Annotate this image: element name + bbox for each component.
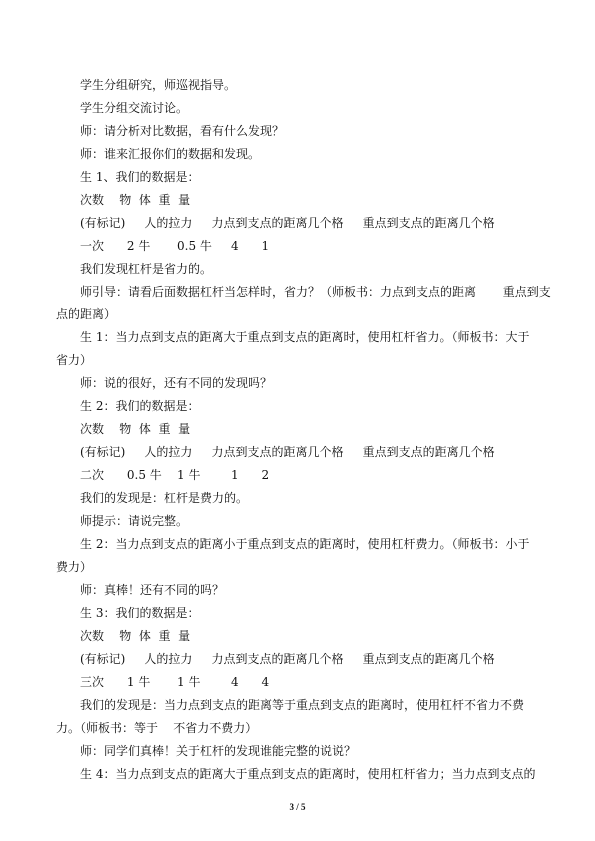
text-line: 生 4：当力点到支点的距离大于重点到支点的距离时，使用杠杆省力；当力点到支点的	[80, 767, 536, 781]
text-line: 我们的发现是：当力点到支点的距离等于重点到支点的距离时，使用杠杆不省力不费	[80, 698, 525, 712]
text-line: 生 3：我们的数据是：	[80, 606, 200, 620]
text-line: 学生分组研究，师巡视指导。	[80, 78, 237, 92]
text-line: 师：谁来汇报你们的数据和发现。	[80, 147, 261, 161]
table-header-line: (有标记) 人的拉力 力点到支点的距离几个格 重点到支点的距离几个格	[80, 216, 495, 230]
text-line: 我们发现杠杆是省力的。	[80, 262, 213, 276]
text-line: 生 2：我们的数据是：	[80, 399, 200, 413]
table-row: 一次 2 牛 0.5 牛 4 1	[80, 239, 270, 253]
table-header-line: 次数 物 体 重 量	[80, 422, 191, 436]
text-line: 师：说的很好，还有不同的发现吗？	[80, 376, 273, 390]
page-number: 3 / 5	[289, 802, 306, 812]
text-line: 师：真棒！还有不同的吗？	[80, 583, 225, 597]
table-header-line: 次数 物 体 重 量	[80, 193, 191, 207]
text-line: 师：同学们真棒！关于杠杆的发现谁能完整的说说？	[80, 744, 357, 758]
text-line: 省力）	[56, 353, 93, 367]
text-line: 点的距离）	[56, 307, 117, 321]
table-header-line: (有标记) 人的拉力 力点到支点的距离几个格 重点到支点的距离几个格	[80, 445, 495, 459]
text-line: 师引导：请看后面数据杠杆当怎样时，省力？（师板书：力点到支点的距离 重点到支	[80, 285, 551, 299]
text-line: 生 1：当力点到支点的距离大于重点到支点的距离时，使用杠杆省力。（师板书：大于	[80, 330, 530, 344]
text-line: 生 1、我们的数据是：	[80, 170, 200, 184]
table-row: 三次 1 牛 1 牛 4 4	[80, 675, 270, 689]
table-header-line: (有标记) 人的拉力 力点到支点的距离几个格 重点到支点的距离几个格	[80, 652, 495, 666]
text-line: 学生分组交流讨论。	[80, 101, 189, 115]
table-header-line: 次数 物 体 重 量	[80, 629, 191, 643]
text-line: 生 2：当力点到支点的距离小于重点到支点的距离时，使用杠杆费力。（师板书：小于	[80, 537, 530, 551]
text-line: 我们的发现是：杠杆是费力的。	[80, 491, 249, 505]
text-line: 力。（师板书：等于 不省力不费力）	[56, 721, 258, 735]
table-row: 二次 0.5 牛 1 牛 1 2	[80, 468, 270, 482]
text-line: 师提示：请说完整。	[80, 514, 189, 528]
text-line: 费力）	[56, 560, 93, 574]
text-line: 师：请分析对比数据，看有什么发现？	[80, 124, 285, 138]
